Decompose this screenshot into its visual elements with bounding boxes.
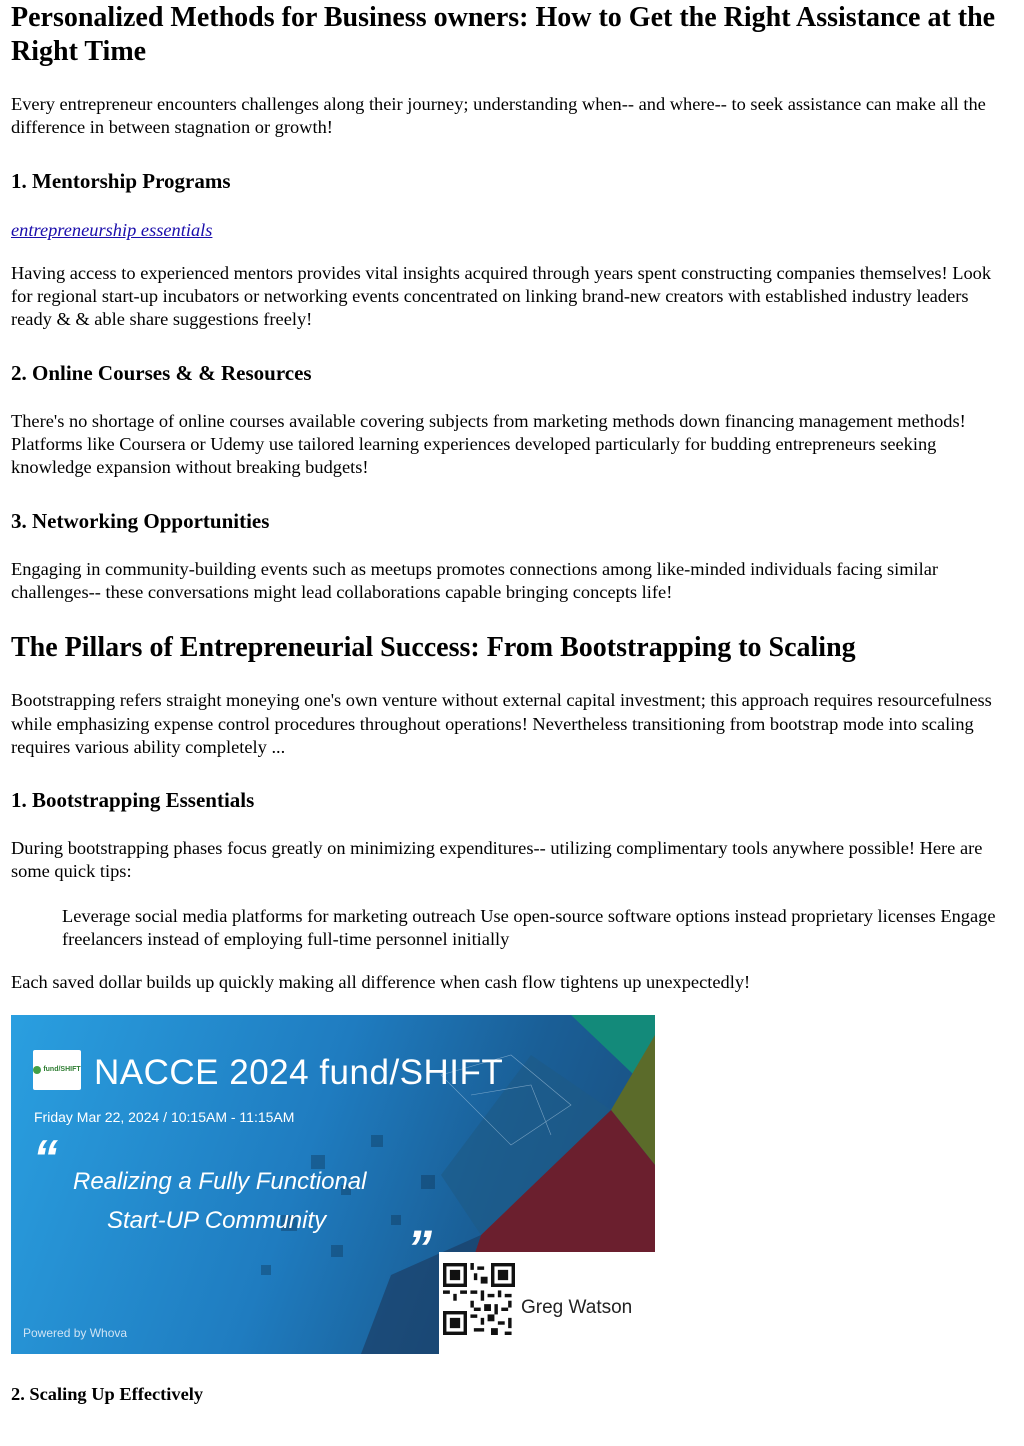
article bbox=[11, 0, 1011, 1407]
mentorship-paragraph: Having access to experienced mentors provides vital insights acquired through years spent constructing companies themselves! Look for regional start-up incubators or networking events concentrated on linking brand-new creators with established industry leaders ready & & able share suggestions freely! bbox=[11, 262, 992, 330]
event-date: Friday Mar 22, 2024 / 10:15AM - 11:15AM bbox=[34, 1108, 295, 1125]
event-title: NACCE 2024 fund/SHIFT bbox=[94, 1052, 504, 1092]
tips-blockquote: Leverage social media platforms for marketing outreach Use open-source software options instead proprietary licenses Engage freelancers instead of employing full-time personnel initially bbox=[62, 905, 996, 950]
online-courses-paragraph: There's no shortage of online courses available covering subjects from marketing methods down financing management methods! Platforms like Coursera or Udemy use tailored learning experiences developed particularly for budding entrepreneurs seeking knowledge expansion without breaking budgets! bbox=[11, 410, 966, 478]
section-heading-networking: 3. Networking Opportunities bbox=[11, 508, 270, 533]
speaker-name: Greg Watson bbox=[521, 1296, 633, 1318]
section-heading-mentorship: 1. Mentorship Programs bbox=[11, 168, 231, 193]
open-quote-mark: “ bbox=[33, 1129, 58, 1186]
quote-line-2: Start-UP Community bbox=[107, 1206, 327, 1234]
intro-paragraph: Every entrepreneur encounters challenges along their journey; understanding when-- and where-- to seek assistance can make all the difference in between stagnation or growth! bbox=[11, 94, 986, 138]
page-title: Personalized Methods for Business owners: How to Get the Right Assistance at the Right Time bbox=[11, 2, 996, 67]
section-title-pillars: The Pillars of Entrepreneurial Success: From Bootstrapping to Scaling bbox=[11, 632, 856, 664]
bootstrapping-intro-paragraph: Bootstrapping refers straight moneying one's own venture without external capital investment; this approach requires resourcefulness while emphasizing expense control procedures throughout operations! Nevertheless transitioning from bootstrap mode into scaling requires various ability completely ... bbox=[11, 690, 992, 757]
quote-line-1: Realizing a Fully Functional bbox=[73, 1167, 367, 1195]
entrepreneurship-essentials-link[interactable]: entrepreneurship essentials bbox=[11, 219, 213, 240]
powered-by-label: Powered by Whova bbox=[23, 1325, 128, 1340]
qr-code-icon bbox=[443, 1258, 515, 1340]
link-paragraph bbox=[11, 219, 1011, 242]
event-banner-image bbox=[11, 1015, 655, 1354]
section-heading-scaling: 2. Scaling Up Effectively bbox=[11, 1383, 204, 1404]
bootstrapping-paragraph: During bootstrapping phases focus greatly on minimizing expenditures-- utilizing complimentary tools anywhere possible! Here are some quick tips: bbox=[11, 838, 983, 882]
close-quote-mark: ” bbox=[407, 1219, 432, 1276]
section-heading-online-courses: 2. Online Courses & & Resources bbox=[11, 360, 312, 385]
saved-dollar-paragraph: Each saved dollar builds up quickly making all difference when cash flow tightens up unexpectedly! bbox=[11, 972, 751, 993]
section-heading-bootstrapping: 1. Bootstrapping Essentials bbox=[11, 788, 255, 813]
fundshift-logo: fund/SHIFT bbox=[33, 1050, 81, 1090]
networking-paragraph: Engaging in community-building events such as meetups promotes connections among like-minded individuals facing similar challenges-- these conversations might lead collaborations capable bringing concepts life! bbox=[11, 558, 939, 602]
